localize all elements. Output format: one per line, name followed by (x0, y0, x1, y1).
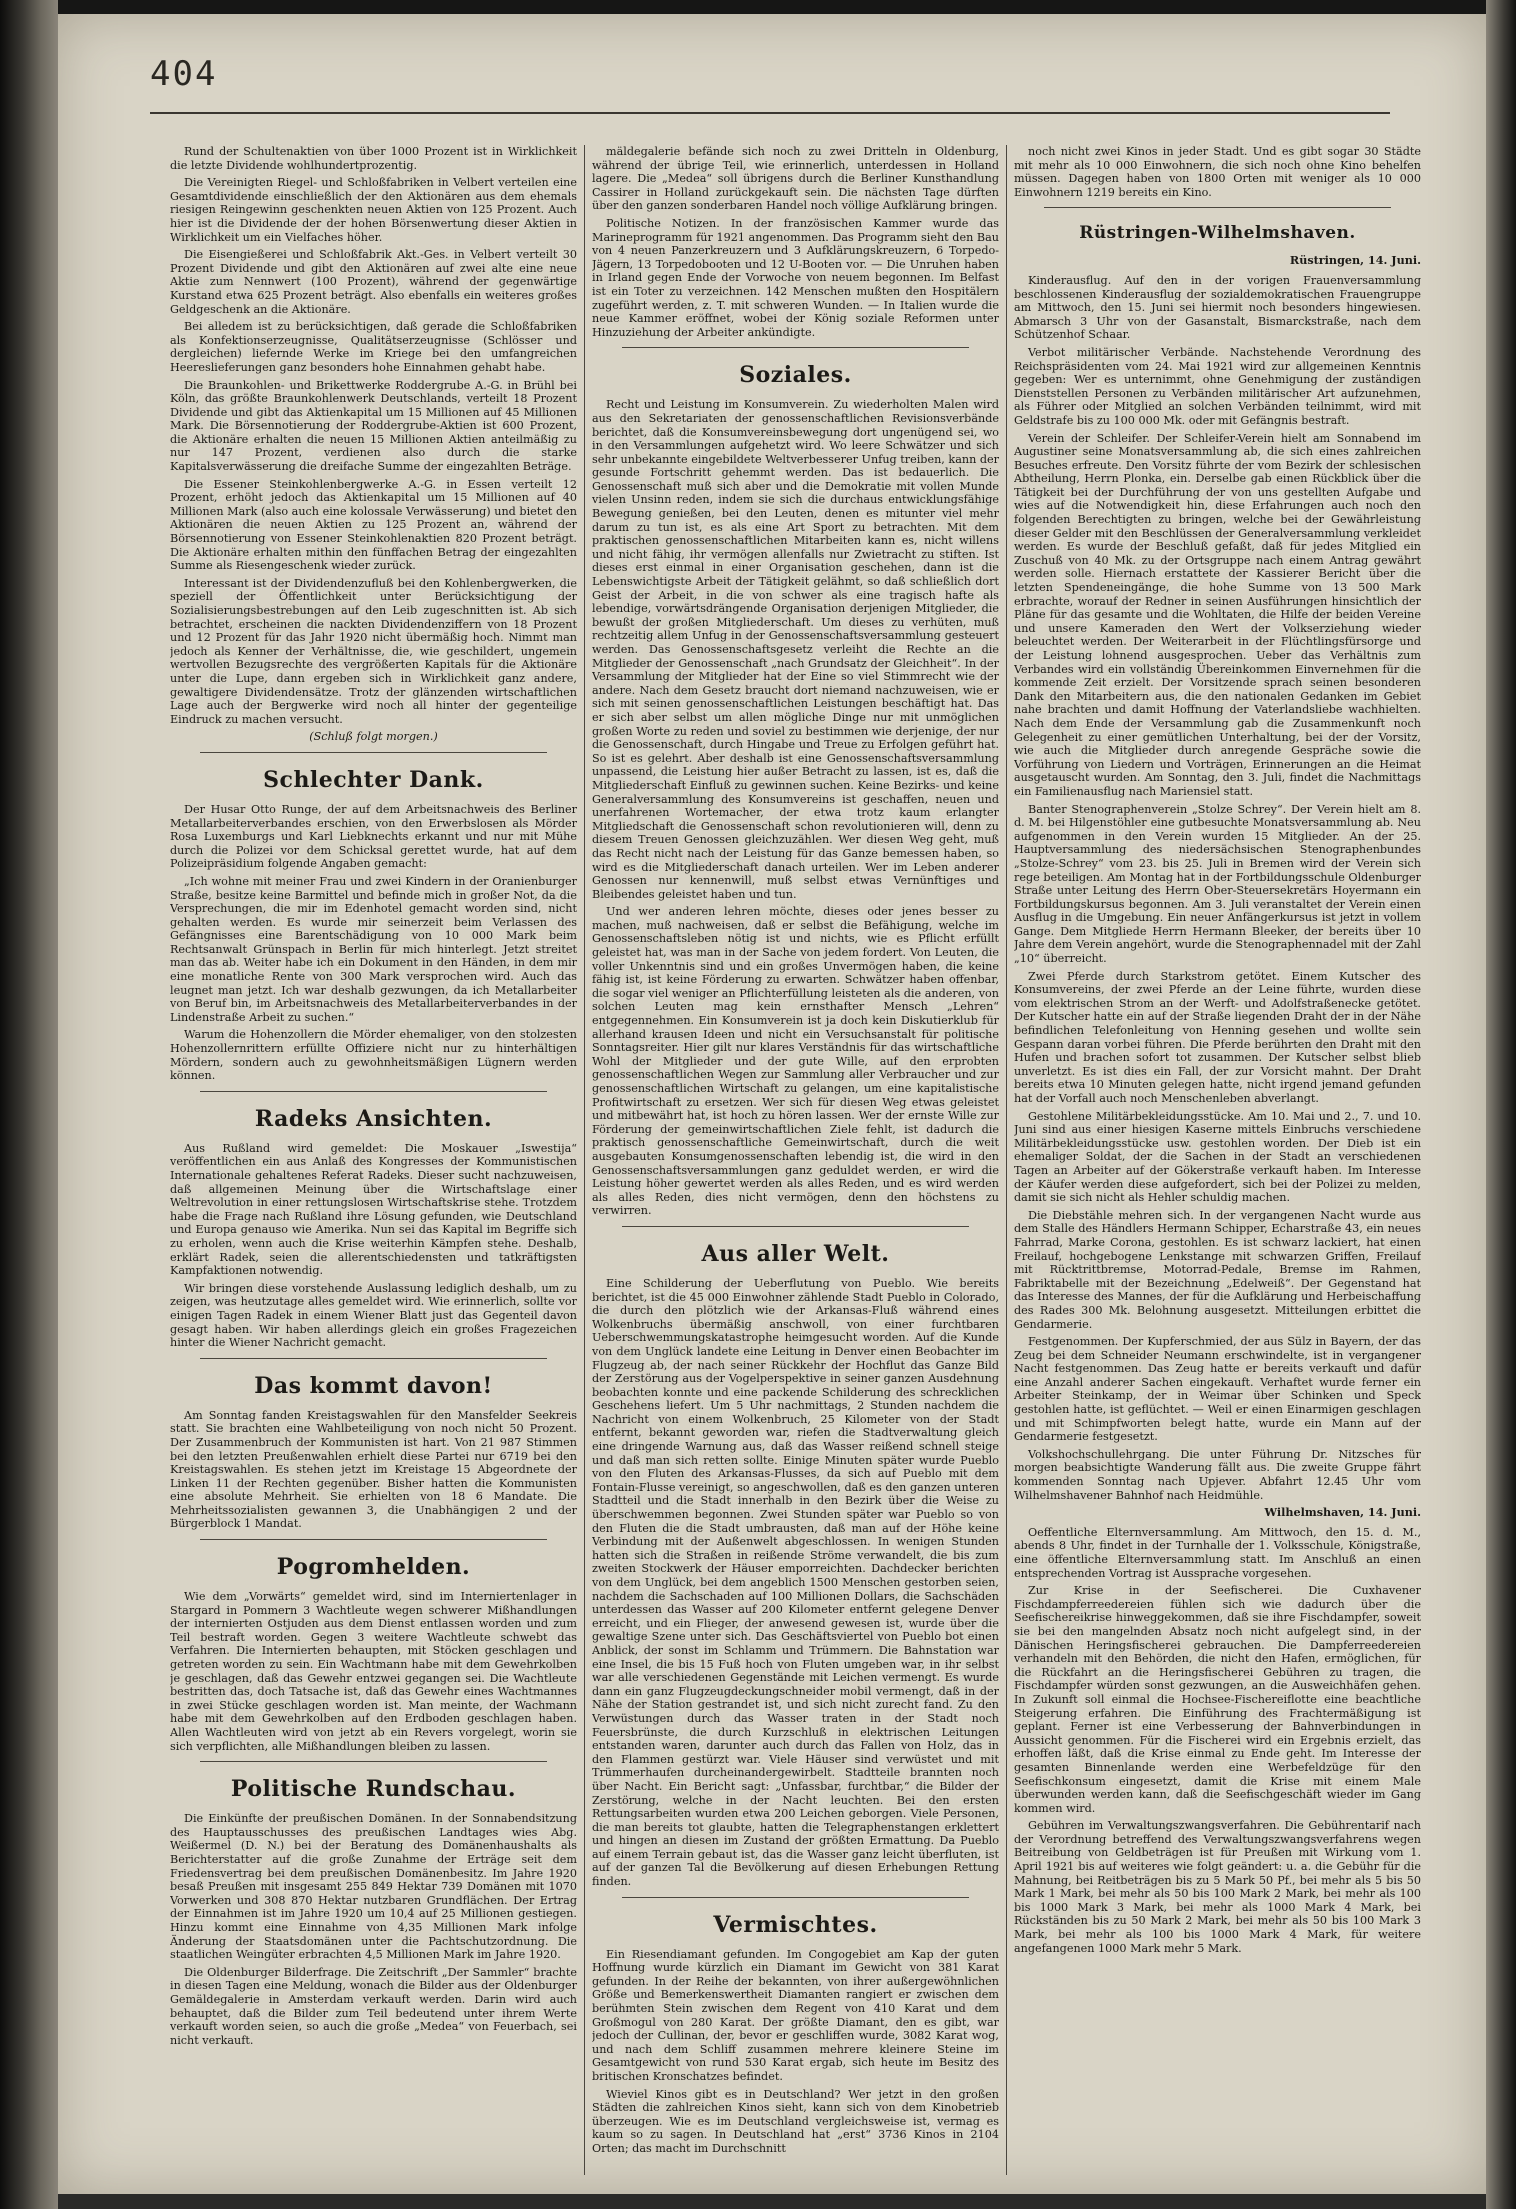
section-heading: Vermischtes. (713, 1911, 878, 1938)
article-paragraph: Und wer anderen lehren möchte, dieses oder jenes besser zu machen, muß nachweisen, daß er selbst die Befähigung, welche im Genossenschaftsleben nötig ist und nichts, wie es Pflicht erfüllt geleistet hat, was man in der Sache von jedem fordert. Von Leuten, die voller Unkenntnis sind und ein großes Unvermögen haben, die keine fähig ist, ist keine Förderung zu erwarten. Schwätzer haben offenbar, die sogar viel weniger an Pflichterfüllung leisteten als die anderen, von solchen Leuten mag kein ernsthafter Mensch „Lehren“ entgegennehmen. Ein Konsumverein ist ja doch kein Diskutierklub für allerhand krausen Ideen und nicht ein Versuchsanstalt für politische Sonntagsreiter. Hier gilt nur klares Verständnis für das wirtschaftliche Wohl der Mitglieder und der gute Wille, auf den erprobten genossenschaftlichen Wegen zur Sammlung aller Verbraucher und zur genossenschaftlichen Wirtschaft zu gelangen, um eine kapitalistische Profitwirtschaft zu ersetzen. Wer sich für diesen Weg etwas geleistet und mitbewährt hat, ist hoch zu hören lassen. Wer der ernste Wille zur Förderung der gemeinwirtschaftlichen Ziele fehlt, ist dadurch die praktisch genossenschaftliche Gemeinwirtschaft, durch die weit ausgebauten Konsumgenossenschaften lebendig ist, die wird in den Genossenschaftsversammlungen ganz geduldet werden, er wird die Leistung höher gewertet werden als alles Reden, und es wird werden als alles Reden, dies nicht vermögen, denn den höchstens zu verwirren. (592, 905, 999, 1218)
section-heading: Das kommt davon! (254, 1372, 493, 1399)
article-paragraph: Zwei Pferde durch Starkstrom getötet. Einem Kutscher des Konsumvereins, der zwei Pferde an der Leine führte, wurden diese vom elektrischen Strom an der Werft- und Adolfstraßenecke getötet. Der Kutscher hatte ein auf der Straße liegenden Draht der in der Nähe befindlichen Telefonleitung von Henning gesehen und wollte sein Gespann daran vorbei führen. Die Pferde berührten den Draht mit den Hufen und brachen sofort tot zusammen. Der Kutscher selbst blieb unverletzt. Es ist dies ein Fall, der zur Vorsicht mahnt. Der Draht bereits etwa 10 Minuten gelegen hatte, nicht irgend jemand gefunden hat der Vorfall auch noch Menschenleben abverlangt. (1014, 969, 1421, 1105)
column-1 (170, 145, 577, 2175)
article-paragraph: Die Oldenburger Bilderfrage. Die Zeitschrift „Der Sammler“ brachte in diesen Tagen eine Meldung, wonach die Bilder aus der Oldenburger Gemäldegalerie in Amsterdam verkauft werden. Darin wird auch behauptet, daß die Bilder zum Teil bedeutend unter ihrem Werte verkauft worden seien, so auch die große „Medea“ von Feuerbach, sei nicht verkauft. (170, 1965, 577, 2047)
dateline: Rüstringen, 14. Juni. (1289, 253, 1421, 268)
article-paragraph: Zur Krise in der Seefischerei. Die Cuxhavener Fischdampferreedereien fühlen sich wie dadurch über die Seefischereikrise hinweggekommen, daß sie ihre Fischdampfer, soweit sie bei den mangelnden Absatz noch nicht aufgelegt sind, in der Dänischen Heringsfischerei gebrauchen. Die Dampferreedereien verhandeln mit den Behörden, die nicht den Hafen, ermöglichen, für die Rückfahrt an die Heringsfischerei Gebühren zu tragen, die Fischdampfer würden sonst gezwungen, an die Ausweichhäfen gehen. In Zukunft soll einmal die Hochsee-Fischereiflotte eine beachtliche Steigerung erfahren. Die Einführung des Frachtermäßigung ist geplant. Ferner ist eine Verbesserung der Bahnverbindungen in Aussicht genommen. Für die Fischerei wird ein Ergebnis erzielt, das erhoffen läßt, daß die Krise einmal zu Ende geht. Im Interesse der gesamten Binnenlande werden eine Werbefeldzüge für den Seefischkonsum eingesetzt, damit die Krise mit einem Male überwunden werden kann, daß die Seefischgeschäft wieder im Gang kommen wird. (1014, 1584, 1421, 1815)
section-divider (622, 1897, 969, 1898)
article-paragraph: Der Husar Otto Runge, der auf dem Arbeitsnachweis des Berliner Metallarbeiterverbandes erschien, von den Erwerbslosen als Mörder Rosa Luxemburgs und Karl Liebknechts erkannt und nur mit Mühe durch die Polizei vor dem Schicksal gerettet wurde, hat auf dem Polizeipräsidium folgende Angaben gemacht: (170, 802, 577, 871)
column-2 (592, 145, 999, 2175)
article-paragraph: Verbot militärischer Verbände. Nachstehende Verordnung des Reichspräsidenten vom 24. Mai 1921 wird zur allgemeinen Kenntnis gegeben: Wer es unternimmt, ohne Genehmigung der zuständigen Dienststellen Personen zu Verbänden militärischer Art aufzunehmen, als Führer oder Mitglied an solchen Verbänden teilnimmt, wird mit Geldstrafe bis zu 100 000 Mk. oder mit Gefängnis bestraft. (1014, 345, 1421, 427)
article-paragraph: Warum die Hohenzollern die Mörder ehemaliger, von den stolzesten Hohenzollernrittern erfüllte Offiziere nicht nur zu hinterhältigen Mördern, sondern auch zu gewohnheitsmäßigen Lügnern werden können. (170, 1028, 577, 1083)
article-paragraph: noch nicht zwei Kinos in jeder Stadt. Und es gibt sogar 30 Städte mit mehr als 10 000 Einwohnern, die sich noch ohne Kino behelfen müssen. Dagegen haben von 1800 Orten mit weniger als 10 000 Einwohnern 1219 bereits ein Kino. (1014, 145, 1421, 199)
article-paragraph: Politische Notizen. In der französischen Kammer wurde das Marineprogramm für 1921 angenommen. Das Programm sieht den Bau von 4 neuen Panzerkreuzern und 3 Aufklärungskreuzern, 6 Torpedo-Jägern, 13 Torpedobooten und 12 U-Booten vor. — Die Unruhen haben in Irland gegen Ende der Vorwoche von neuem begonnen. Im Belfast ist ein Toter zu verzeichnen. 142 Menschen mußten den Hospitälern zugeführt werden, z. T. mit schweren Wunden. — In Italien wurde die neue Kammer eröffnet, wobei der König soziale Reformen unter Hinzuziehung der Arbeiter ankündigte. (592, 216, 999, 339)
article-paragraph: Gestohlene Militärbekleidungsstücke. Am 10. Mai und 2., 7. und 10. Juni sind aus einer hiesigen Kaserne mittels Einbruchs verschiedene Militärbekleidungsstücke usw. gestohlen worden. Der Dieb ist ein ehemaliger Soldat, der die Sachen in der Stadt an verschiedenen Tagen an Arbeiter auf der Gökerstraße verkauft haben. Im Interesse der Käufer werden diese aufgefordert, sich bei der Polizei zu melden, damit sie sich nicht als Hehler schuldig machen. (1014, 1109, 1421, 1205)
article-paragraph: Banter Stenographenverein „Stolze Schrey“. Der Verein hielt am 8. d. M. bei Hilgenstöhler eine gutbesuchte Monatsversammlung ab. Neu aufgenommen in den Verein wurden 15 Mitglieder. An der 25. Hauptversammlung des niedersächsischen Stenographenbundes „Stolze-Schrey“ vom 23. bis 25. Juli in Bremen wird der Verein sich rege beteiligen. Am Montag hat in der Fortbildungsschule Oldenburger Straße unter Leitung des Herrn Ober-Steuersekretärs Hoyermann ein Fortbildungskursus begonnen. Am 3. Juli veranstaltet der Verein einen Ausflug in die Umgebung. Ein neuer Anfängerkursus ist jetzt in vollem Gange. Dem Mitgliede Herrn Hermann Bleeker, der bereits über 10 Jahre dem Verein angehört, wurde die Stenographennadel mit der Zahl „10“ überreicht. (1014, 802, 1421, 966)
article-paragraph: Wir bringen diese vorstehende Auslassung lediglich deshalb, um zu zeigen, was heutzutage alles gemeldet wird. Wie erinnerlich, sollte vor einigen Tagen Radek in einem Wiener Blatt just das Gegenteil davon gesagt haben. Wir haben allerdings gleich ein großes Fragezeichen hinter die Wiener Nachricht gemacht. (170, 1281, 577, 1350)
section-heading: Schlechter Dank. (263, 766, 484, 793)
article-paragraph: Bei alledem ist zu berücksichtigen, daß gerade die Schloßfabriken als Konfektionserzeugnisse, Qualitätserzeugnisse (Schlösser und dergleichen) liefernde Werke im Kriege bei den umfangreichen Heereslieferungen ganz besonders hohe Einnahmen gehabt habe. (170, 320, 577, 374)
article-paragraph: Oeffentliche Elternversammlung. Am Mittwoch, den 15. d. M., abends 8 Uhr, findet in der Turnhalle der 1. Volksschule, Königstraße, eine öffentliche Elternversammlung statt. Im Anschluß an einen entsprechenden Vortrag ist Aussprache vorgesehen. (1014, 1525, 1421, 1580)
section-heading: Politische Rundschau. (230, 1776, 517, 1803)
section-heading: Aus aller Welt. (701, 1240, 890, 1267)
article-paragraph: Festgenommen. Der Kupferschmied, der aus Sülz in Bayern, der das Zeug bei dem Schneider Neumann erschwindelte, ist in vergangener Nacht festgenommen. Das Zeug hatte er bereits verkauft und dafür eine Anzahl anderer Sachen eingekauft. Verhaftet wurde ferner ein Arbeiter Steinkamp, der in Weimar über Schinken und Speck gestohlen hatte, ist geflüchtet. — Weil er einen Einarmigen geschlagen und mit Schimpfworten belegt hatte, wurde ein Mann auf der Gendarmerie festgesetzt. (1014, 1335, 1421, 1444)
section-divider (200, 1358, 547, 1359)
article-paragraph: Ein Riesendiamant gefunden. Im Congogebiet am Kap der guten Hoffnung wurde kürzlich ein Diamant im Gewicht von 381 Karat gefunden. In der Reihe der bekannten, von ihrer außergewöhnlichen Größe und Bemerkenswertheit Diamanten rangiert er zwischen dem berühmten Stein zwischen dem Regent von 410 Karat und dem Großmogul von 280 Karat. Der größte Diamant, den es gibt, war jedoch der Cullinan, der, bevor er geschliffen wurde, 3082 Karat wog, und nach dem Schliff zusammen mehrere kleinere Steine im Gesamtgewicht von rund 530 Karat ergab, sich heute im Besitz des britischen Kronschatzes befindet. (592, 1947, 999, 2083)
section-divider (200, 1091, 547, 1092)
section-divider (1044, 207, 1391, 208)
article-paragraph: Gebühren im Verwaltungszwangsverfahren. Die Gebührentarif nach der Verordnung betreffend des Verwaltungszwangsverfahrens wegen Beitreibung von Geldbeträgen ist für Preußen mit Wirkung vom 1. April 1921 bis auf weiteres wie folgt geändert: u. a. die Gebühr für die Mahnung, bei Reitbeträgen bis zu 5 Mark 50 Pf., bei mehr als 5 bis 50 Mark 1 Mark, bei mehr als 50 bis 100 Mark 2 Mark, bei mehr als 100 bis 1000 Mark 3 Mark, bei mehr als 1000 Mark 4 Mark, bei Rückständen bis zu 50 Mark 2 Mark, bei mehr als 50 bis 100 Mark 3 Mark, bei mehr als 100 bis 1000 Mark 4 Mark, für weitere angefangenen 1000 Mark mehr 5 Mark. (1014, 1819, 1421, 1955)
article-paragraph: Recht und Leistung im Konsumverein. Zu wiederholten Malen wird aus den Sekretariaten der genossenschaftlichen Revisionsverbände berichtet, daß die Konsumvereinsbewegung dort ungenügend sei, wo in den Versammlungen aufgehetzt wird. Wo leere Schwätzer und sich sehr unbekannte eingebildete Weltverbesserer Unfug treiben, kann der gesunde Fortschritt gehemmt werden. Das ist bedauerlich. Die Genossenschaft muß sich aber und die Demokratie mit vollen Munde vielen Unsinn reden, indem sie sich die durchaus entwicklungsfähige Bewegung genießen, bei den Leuten, denen es mitunter viel mehr darum zu tun ist, es als eine Art Sport zu betrachten. Mit dem praktischen genossenschaftlichen Mitarbeiten kann es, nicht willens und nicht fähig, ihr vermögen allenfalls nur Zwietracht zu stiften. Ist dieses erst einmal in einer Organisation geschehen, dann ist die Lebenswichtigste Arbeit der Tätigkeit gelähmt, so daß schließlich dort Geist der Arbeit, in die von schwer als eine tragisch hafte als lebendige, vorwärtsdrängende Organisation derjenigen Mitglieder, die bewußt der großen Mitgliederschaft. Um dieses zu verhüten, muß rechtzeitig allem Unfug in der Genossenschaftsversammlung gesteuert werden. Das Genossenschaftsgesetz verleiht die Rechte an die Mitglieder der Genossenschaft „nach Grundsatz der Gleichheit“. In der Versammlung der Mitglieder hat der Eine so viel Stimmrecht wie der andere. Nach dem Gesetz braucht dort niemand nachzuweisen, wie er sich mit seinen genossenschaftlichen Leistungen beschäftigt hat. Das er sich aber selbst um allen mögliche Dinge nur mit unmöglichen großen Worte zu reden und soviel zu bestimmen wie derjenige, der nur die Genossenschaft, durch Hingabe und Treue zu Erfolgen geführt hat. So ist es gelehrt. Aber deshalb ist eine Genossenschaftsversammlung unpassend, die Leistung hier außer Betracht zu lassen, ist es, daß die Mitgliederschaft Einfluß zu gewinnen suchen. Keine Bezirks- und keine Generalversammlung des Konsumvereins ist geschaffen, neuen und unerfahrenen Wortemacher, der etwa trotz kaum erlangter Mitgliedschaft die Genossenschaft schon revolutionieren will, denn zu diesem Treuen Genossen gleichzuzählen. Wer diesen Weg geht, muß das Recht nicht nach der Leistung für das Ganze bemessen haben, so wird es die Mitgliederschaft danach urteilen. Wer im Leben anderer Genossen nur kennenwill, muß selbst etwas Vernünftiges und Bleibendes geleistet haben und tun. (592, 398, 999, 901)
dateline: Wilhelmshaven, 14. Juni. (1264, 1505, 1421, 1520)
section-divider (200, 1539, 547, 1540)
article-paragraph: Interessant ist der Dividendenzufluß bei den Kohlenbergwerken, die speziell der Öffentlichkeit unter Berücksichtigung der Sozialisierungsbestrebungen auf den Leib zugeschnitten ist. Ab sich betrachtet, erscheinen die nackten Dividendenziffern von 18 Prozent und 12 Prozent für das Jahr 1920 nicht übermäßig hoch. Nimmt man jedoch als Kenner der Verhältnisse, die, wie geschildert, ungemein wertvollen Bezugsrechte des vergrößerten Kapitals für die Aktionäre unter die Lupe, dann ergeben sich in Wirklichkeit ganz andere, gewaltigere Dividendensätze. Trotz der glänzenden wirtschaftlichen Lage auch der Bergwerke wird noch all hinter der gegenteilige Eindruck zu machen versucht. (170, 576, 577, 726)
column-divider (584, 145, 585, 2175)
section-heading: Soziales. (739, 362, 852, 389)
column-3 (1014, 145, 1421, 2175)
page-number: 404 (150, 54, 218, 94)
article-paragraph: Wie dem „Vorwärts“ gemeldet wird, sind im Interniertenlager in Stargard in Pommern 3 Wachtleute wegen schwerer Mißhandlungen der internierten Ostjuden aus dem Dienst entlassen worden und zum Teil bestraft worden. Gegen 3 weitere Wachtleute schwebt das Verfahren. Die Internierten behaupten, mit Stöcken geschlagen und getreten worden zu sein. Ein Wachtmann habe mit dem Gewehrkolben je geschlagen, daß das Gewehr entzwei gegangen sei. Die Wachtleute bestritten das, doch Tatsache ist, daß das Gewehr eines Wachtmannes in zwei Stücke geschlagen worden ist. Man meinte, der Wachmann habe mit dem Gewehrkolben auf den Erdboden geschlagen haben. Allen Wachtleuten wird von jetzt ab ein Revers vorgelegt, worin sie sich verpflichten, alle Mißhandlungen bleiben zu lassen. (170, 1590, 577, 1753)
article-paragraph: Die Diebstähle mehren sich. In der vergangenen Nacht wurde aus dem Stalle des Händlers Hermann Schipper, Echarstraße 43, ein neues Fahrrad, Marke Corona, gestohlen. Es ist schwarz lackiert, hat einen Freilauf, hochgebogene Lenkstange mit schwarzen Griffen, Freilauf mit Rücktrittbremse, Motorrad-Pedale, Bremse im Rahmen, Fabriktabelle mit der Bezeichnung „Edelweiß“. Der Gegenstand hat das Interesse des Mannes, der für die Aufklärung und Herbeischaffung des Rades 300 Mk. Belohnung ausgesetzt. Mitteilungen erbittet die Gendarmerie. (1014, 1208, 1421, 1331)
article-paragraph: „Ich wohne mit meiner Frau und zwei Kindern in der Oranienburger Straße, besitze keine Barmittel und befinde mich in großer Not, da die Versprechungen, die mir im Edenhotel gemacht worden sind, nicht gehalten werden. Es wurde mir seinerzeit beim Verlassen des Gefängnisses eine Barentschädigung von 10 000 Mark beim Rechtsanwalt Grünspach in Berlin für mich hinterlegt. Jetzt streitet man das ab. Weiter habe ich ein Dokument in den Händen, in dem mir eine monatliche Rente von 300 Mark versprochen wird. Auch das leugnet man jetzt. Ich war deshalb gezwungen, da ich Metallarbeiter von Beruf bin, im Arbeitsnachweis des Metallarbeiterverbandes in der Lindenstraße Arbeit zu suchen.“ (170, 874, 577, 1024)
section-heading: Rüstringen-Wilhelmshaven. (1079, 223, 1356, 244)
article-paragraph: Die Braunkohlen- und Brikettwerke Roddergrube A.-G. in Brühl bei Köln, das größte Braunkohlenwerk Deutschlands, verteilt 18 Prozent Dividende und gibt das Aktienkapital um 15 Millionen auf 45 Millionen Mark. Die Börsennotierung der Roddergrube-Aktien ist 600 Prozent, die Aktionäre erhalten die neuen 15 Millionen Aktien anteilmäßig zu nur 147 Prozent, verdienen also durch die starke Kapitalsverwässerung die dreifache Summe der eingezahlten Beträge. (170, 378, 577, 474)
article-paragraph: Eine Schilderung der Ueberflutung von Pueblo. Wie bereits berichtet, ist die 45 000 Einwohner zählende Stadt Pueblo in Colorado, die durch den plötzlich wie der Arkansas-Fluß während eines Wolkenbruchs übermäßig anschwoll, von einer furchtbaren Ueberschwemmungskatastrophe heimgesucht worden. Auf die Kunde von dem Unglück landete eine Leitung in Denver einen Beobachter im Flugzeug ab, der nach seiner Rückkehr der Hochflut das Ganze Bild der Zerstörung aus der Vogelperspektive in seiner ganzen Ausdehnung beobachten konnte und eine packende Schilderung des schrecklichen Geschehens liefert. Um 5 Uhr nachmittags, 2 Stunden nachdem die Nachricht von einem Wolkenbruch, 25 Kilometer von der Stadt entfernt, bekannt geworden war, riefen die Stadtverwaltung gleich eine dringende Warnung aus, daß das Wasser reißend schnell steige und daß man sich retten sollte. Einige Minuten später wurde Pueblo von den Fluten des Arkansas-Flusses, da sich auf Pueblo mit dem Fontain-Flusse vereinigt, so angeschwollen, daß es den ganzen unteren Stadtteil und die Stadt innerhalb in den Bezirk über die Weise zu überschwemmen begonnen. Zwei Stunden später war Pueblo so von den Fluten die die Stadt umbrausten, daß man auf der Höhe keine Verbindung mit der Außenwelt abgeschlossen. In wenigen Stunden hatten sich die Straßen in reißende Ströme verwandelt, die bis zum zweiten Stockwerk der Häuser emporreichten. Dachdecker berichten von dem Unglück, bei dem angeblich 1500 Menschen gestorben seien, nachdem die Sachschaden auf 100 Millionen Dollars, die Sachschäden unterdessen das Wasser auf 200 Kilometer entfernt gelegene Denver erreicht, und ein Flieger, der anwesend gewesen ist, wurde über die gewaltige Szene unter sich. Das Geschäftsviertel von Pueblo bot einen Anblick, der sonst im Schlamm und Trümmern. Die Bahnstation war eine Insel, die bis 15 Fuß hoch von Fluten umgeben war, in ihr selbst war alle verschiedenen Gegenstände mit Leichen vermengt. Es wurde dann ein ganz Flugzeugdeckungschneider mobil vermengt, daß in der Nähe der Station gestrandet ist, und sich nicht zurecht fand. Zu den Verwüstungen durch das Wasser traten in der Stadt noch Feuersbrünste, die durch Kurzschluß in elektrischen Leitungen entstanden waren, darunter auch durch das Fallen von Holz, das in den Flammen gestürzt war. Viele Häuser sind verwüstet und mit Trümmerhaufen durcheinandergewirbelt. Stadtteile brannten noch über Nacht. Ein Bericht sagt: „Unfassbar, furchtbar,“ die Bilder der Zerstörung, welche in der Nacht leuchten. Bei den ersten Rettungsarbeiten wurden etwa 200 Leichen geborgen. Viele Personen, die man bereits tot glaubte, hatten die Telegraphenstangen erklettert und hingen an diesen im Zustand der größten Ermattung. Da Pueblo auf einem Terrain gebaut ist, das die Wasser ganz leicht überfluten, ist auf der ganzen Tal die Bevölkerung auf diesen Erhebungen Rettung finden. (592, 1276, 999, 1889)
article-paragraph: Wieviel Kinos gibt es in Deutschland? Wer jetzt in den großen Städten die zahlreichen Kinos sieht, kann sich von dem Kinobetrieb überzeugen. Wie es im Deutschland vergleichsweise ist, vermag es kaum so zu sagen. In Deutschland hat „erst“ 3736 Kinos in 2104 Orten; das macht im Durchschnitt (592, 2087, 999, 2155)
section-divider (622, 1226, 969, 1227)
article-paragraph: Volkshochschullehrgang. Die unter Führung Dr. Nitzsches für morgen beabsichtigte Wanderung fällt aus. Die zweite Gruppe fährt kommenden Sonntag nach Upjever. Abfahrt 12.45 Uhr vom Wilhelmshavener Bahnhof nach Heidmühle. (1014, 1447, 1421, 1502)
article-paragraph: Die Eisengießerei und Schloßfabrik Akt.-Ges. in Velbert verteilt 30 Prozent Dividende und gibt den Aktionären auf zwei alte eine neue Aktie zum Nennwert (100 Prozent), während der gegenwärtige Kurstand etwa 625 Prozent beträgt. Also ebenfalls ein weiteres großes Geldgeschenk an die Aktionäre. (170, 248, 577, 316)
article-paragraph: Am Sonntag fanden Kreistagswahlen für den Mansfelder Seekreis statt. Sie brachten eine Wahlbeteiligung von noch nicht 50 Prozent. Der Zusammenbruch der Kommunisten ist hart. Von 21 987 Stimmen bei den letzten Preußenwahlen erhielt diese Partei nur 6719 bei den Kreistagswahlen. Es stehen jetzt im Kreistage 15 Abgeordnete der Linken 11 der Rechten gegenüber. Bisher hatten die Kommunisten eine absolute Mehrheit. Sie erhielten von 18 6 Mandate. Die Mehrheitssozialisten gewannen 3, die Unabhängigen 2 und der Bürgerblock 1 Mandat. (170, 1408, 577, 1531)
column-divider (1006, 145, 1007, 2175)
scan-right-edge (1486, 0, 1516, 2209)
scan-left-edge (0, 0, 58, 2209)
section-divider (622, 347, 969, 348)
section-heading: Radeks Ansichten. (254, 1105, 493, 1132)
header-rule (150, 112, 1390, 114)
article-paragraph: Rund der Schultenaktien von über 1000 Prozent ist in Wirklichkeit die letzte Dividende wohlhundertprozentig. (170, 145, 577, 172)
article-paragraph: mäldegalerie befände sich noch zu zwei Dritteln in Oldenburg, während der übrige Teil, wie erinnerlich, unterdessen in Holland lagere. Die „Medea“ soll übrigens durch die Berliner Kunsthandlung Cassirer in Holland zurückgekauft sein. Die nächsten Tage dürften über den ganzen sonderbaren Handel noch völlige Aufklärung bringen. (592, 145, 999, 213)
article-paragraph: Kinderausflug. Auf den in der vorigen Frauenversammlung beschlossenen Kinderausflug der sozialdemokratischen Frauengruppe am Mittwoch, den 15. Juni sei hiermit noch besonders hingewiesen. Abmarsch 3 Uhr von der Gasanstalt, Bismarckstraße, nach dem Schützenhof Schaar. (1014, 273, 1421, 342)
article-paragraph: Die Vereinigten Riegel- und Schloßfabriken in Velbert verteilen eine Gesamtdividende einschließlich der den Aktionären aus dem ehemals riesigen Reingewinn geschenkten neuen Aktien von 125 Prozent. Auch hier ist die Dividende der der hohen Börsenwertung dieser Aktien in Wirklichkeit um ein Vielfaches höher. (170, 176, 577, 244)
article-paragraph: Die Essener Steinkohlenbergwerke A.-G. in Essen verteilt 12 Prozent, erhöht jedoch das Aktienkapital um 15 Millionen auf 40 Millionen Mark (also auch eine kolossale Verwässerung) und bietet den Aktionären die neuen Aktien zu 125 Prozent an, während der Börsennotierung von Essener Steinkohlenaktien 820 Prozent beträgt. Die Aktionäre erhalten mithin den fünffachen Betrag der eingezahlten Summe als Riesengeschenk wieder zurück. (170, 477, 577, 573)
article-paragraph: Aus Rußland wird gemeldet: Die Moskauer „Iswestija“ veröffentlichen ein aus Anlaß des Kongresses der Kommunistischen Internationale gehaltenes Referat Radeks. Dieser sucht nachzuweisen, daß allgemeinen Meinung über die Wirtschaftslage einer Weltrevolution in einer rettungslosen Wirtschaftskrise stehe. Trotzdem habe die Frage nach Rußland ihre Lösung gefunden, wie Deutschland und Europa genauso wie Amerika. Nun sei das Kapital im Begriffe sich zu erholen, wenn auch die Krise weiterhin Kämpfen stehe. Deshalb, erklärt Radek, seien die allerentschiedensten und tatkräftigsten Kampfaktionen notwendig. (170, 1141, 577, 1278)
section-divider (200, 1761, 547, 1762)
section-heading: Pogromhelden. (276, 1554, 471, 1581)
article-paragraph: Die Einkünfte der preußischen Domänen. In der Sonnabendsitzung des Hauptausschusses des preußischen Landtages wies Abg. Weißermel (D. N.) bei der Beratung des Domänenhaushalts als Berichterstatter auf die große Zunahme der Erträge seit dem Friedensvertrag bei dem preußischen Domänenbesitz. Im Jahre 1920 besaß Preußen mit insgesamt 255 849 Hektar 739 Domänen mit 1070 Vorwerken und 308 870 Hektar nutzbaren Grundflächen. Der Ertrag der Einnahmen ist im Jahre 1920 um 10,4 auf 25 Millionen gestiegen. Hinzu kommt eine Einnahme von 4,35 Millionen Mark infolge Änderung der Staatsdomänen unter die Pachtschutzordnung. Die staatlichen Weingüter erbrachten 4,5 Millionen Mark im Jahre 1920. (170, 1812, 577, 1962)
section-divider (200, 752, 547, 753)
continuation-note: (Schluß folgt morgen.) (309, 730, 438, 744)
article-paragraph: Verein der Schleifer. Der Schleifer-Verein hielt am Sonnabend im Augustiner seine Monatsversammlung ab, die sich eines zahlreichen Besuches erfreute. Den Vorsitz führte der vom Bezirk der schlesischen Abtheilung, Herrn Plonka, ein. Derselbe gab einen Rückblick über die Tätigkeit bei der Durchführung der von uns gestellten Aufgabe und wies auf die Notwendigkeit hin, diese Erfahrungen auch noch den folgenden Berechtigten zu bringen, welche bei der Gewährleistung dieser Gelder mit den Beschlüssen der Generalversammlung verkleidet werden. Es wurde der Beschluß gefaßt, daß für jedes Mitglied ein Zuschuß von 40 Mk. zu der Ortsgruppe nach einem Antrag gewährt werden solle. Hiernach erstattete der Kassierer Bericht über die letzten Spendeneingänge, die hohe Summe von 13 500 Mark erbrachte, worauf der Redner in seinen Ausführungen hinsichtlich der Pläne für das gesamte und die Wohltaten, die Hilfe der beiden Vereine und unsere Kameraden den Wert der Volkserziehung wieder beleuchtet werden. Der Weiterarbeit in der Flüchtlingsfürsorge und der Leistung lohnend ausgesprochen. Ueber das Verhältnis zum Verbandes wird ein vollständig Übereinkommen Einvernehmen für die kommende Zeit erzielt. Der Vorsitzende sprach seinen besonderen Dank den Mitarbeitern aus, die den nationalen Gedanken im Gebiet nahe brachten und damit Hoffnung der Vaterlandsliebe wachhielten. Nach dem Ende der Versammlung gab die Zusammenkunft noch Gelegenheit zu einer gemütlichen Unterhaltung, bei der der Vorsitz, wie auch die Mitglieder durch anregende Gespräche sowie die Vorführung von Liedern und Vorträgen, Erinnerungen an die Heimat ausgetauscht wurden. Am Sonntag, den 3. Juli, findet die Nachmittags ein Familienausflug nach Mariensiel statt. (1014, 431, 1421, 798)
